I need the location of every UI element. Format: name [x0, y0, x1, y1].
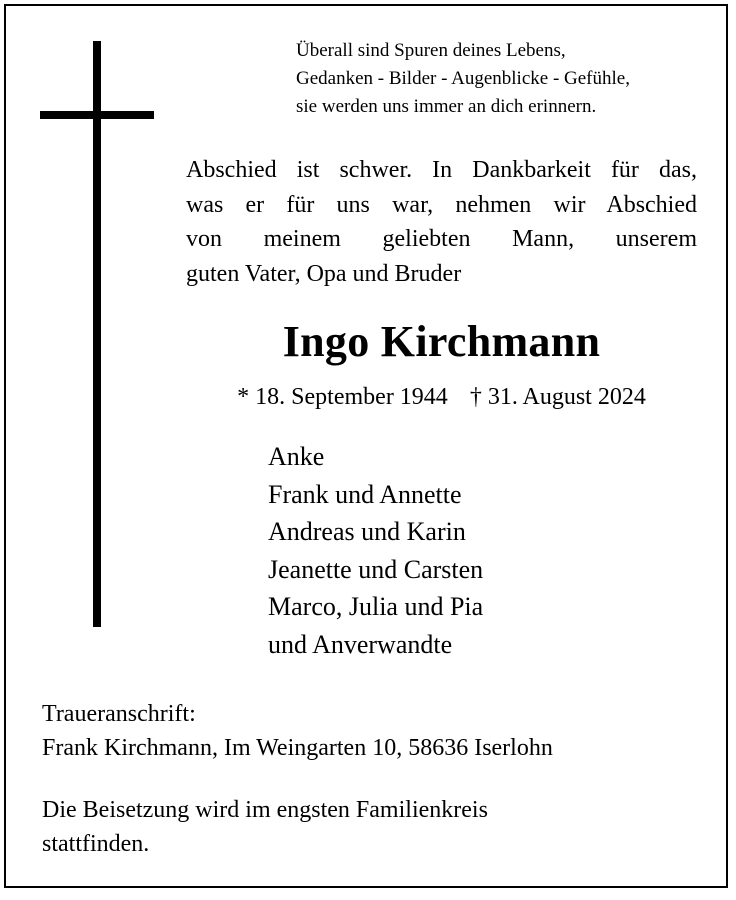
poem-line: Überall sind Spuren deines Lebens,: [296, 40, 566, 61]
family-member: Marco, Julia und Pia: [268, 592, 484, 621]
burial-line: Die Beisetzung wird im engsten Familienkreis: [42, 797, 488, 823]
cross-vertical-bar: [93, 41, 101, 627]
poem: [296, 37, 716, 121]
death-date: † 31. August 2024: [469, 384, 646, 410]
intro-line: guten Vater, Opa und Bruder: [186, 260, 462, 287]
life-dates: [186, 380, 697, 414]
address-value: Frank Kirchmann, Im Weingarten 10, 58636 Iserlohn: [42, 735, 553, 761]
address-label: Traueranschrift:: [42, 701, 196, 727]
intro-line: was er für uns war, nehmen wir Abschied: [186, 191, 697, 218]
intro-line: Abschied ist schwer. In Dankbarkeit für das,: [186, 157, 697, 183]
family-member: und Anverwandte: [268, 629, 453, 659]
cross-horizontal-bar: [40, 111, 154, 119]
mourning-address: [42, 697, 553, 765]
family-member: Jeanette und Carsten: [268, 554, 484, 584]
family-member: Anke: [268, 442, 325, 471]
burial-note: [42, 793, 488, 861]
poem-line: sie werden uns immer an dich erinnern.: [296, 96, 597, 117]
intro-text: [186, 153, 697, 291]
family-list: [268, 438, 483, 663]
intro-line: von meinem geliebten Mann, unserem: [186, 226, 697, 252]
birth-date: * 18. September 1944: [237, 384, 448, 410]
burial-line: stattfinden.: [42, 831, 150, 857]
deceased-name: Ingo Kirchmann: [282, 317, 601, 366]
family-member: Andreas und Karin: [268, 517, 466, 546]
family-member: Frank und Annette: [268, 479, 462, 509]
poem-line: Gedanken - Bilder - Augenblicke - Gefühle,: [296, 68, 630, 89]
